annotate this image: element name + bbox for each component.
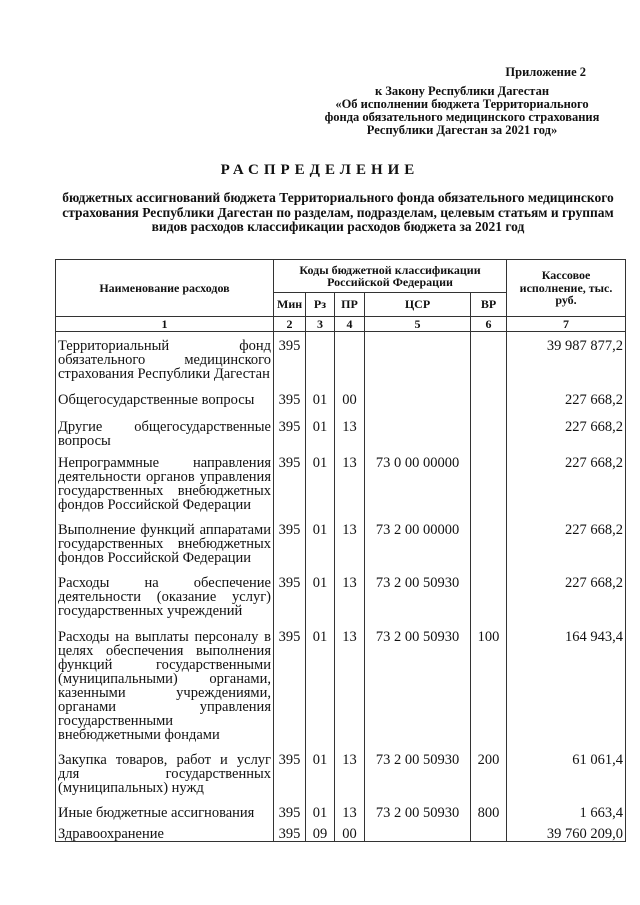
row-rz: 01: [306, 393, 335, 420]
row-amount: 227 668,2: [507, 456, 626, 523]
row-pr: 13: [335, 576, 365, 630]
row-rz: 01: [306, 630, 335, 753]
row-min: 395: [274, 806, 306, 827]
header-execution: Кассовое исполнение, тыс. руб.: [507, 260, 626, 317]
row-csr: [365, 332, 471, 394]
header-vr: ВР: [471, 293, 507, 317]
row-rz: 01: [306, 753, 335, 806]
document-title: РАСПРЕДЕЛЕНИЕ: [220, 162, 420, 178]
column-numbers-row: [56, 317, 626, 332]
budget-table: [55, 259, 626, 842]
row-rz: 01: [306, 523, 335, 576]
row-vr: 100: [471, 630, 507, 753]
row-vr: [471, 393, 507, 420]
table-row: [56, 420, 626, 456]
row-amount: 164 943,4: [507, 630, 626, 753]
document-subtitle: бюджетных ассигнований бюджета Территориального фонда обязательного медицинского страхования Республики Дагестан по разделам, подразделам, целевым статьям и группам видов расходов классификации расходов бюджета за 2021 год: [62, 190, 614, 234]
row-pr: 13: [335, 456, 365, 523]
table-row: [56, 332, 626, 394]
row-csr: [365, 827, 471, 842]
row-pr: 13: [335, 420, 365, 456]
header-codes-group: Коды бюджетной классификации Российской Федерации: [274, 260, 507, 293]
table-row: [56, 456, 626, 523]
row-name: Закупка товаров, работ и услуг для государственных (муниципальных) нужд: [56, 753, 274, 806]
row-vr: [471, 576, 507, 630]
row-name: Общегосударственные вопросы: [56, 393, 274, 420]
row-pr: [335, 332, 365, 394]
row-rz: 01: [306, 806, 335, 827]
column-number: 1: [56, 317, 274, 332]
column-number: 7: [507, 317, 626, 332]
row-pr: 13: [335, 630, 365, 753]
row-min: 395: [274, 393, 306, 420]
row-name: Непрограммные направления деятельности органов управления государственных внебюджетных фондов Российской Федерации: [56, 456, 274, 523]
row-name: Выполнение функций аппаратами государственных внебюджетных фондов Российской Федерации: [56, 523, 274, 576]
row-vr: [471, 332, 507, 394]
row-amount: 39 987 877,2: [507, 332, 626, 394]
row-pr: 13: [335, 753, 365, 806]
row-pr: 13: [335, 523, 365, 576]
row-csr: 73 2 00 50930: [365, 753, 471, 806]
row-pr: 13: [335, 806, 365, 827]
row-csr: 73 2 00 00000: [365, 523, 471, 576]
row-rz: 01: [306, 576, 335, 630]
column-number: 5: [365, 317, 471, 332]
header-rz: Рз: [306, 293, 335, 317]
table-row: [56, 806, 626, 827]
row-vr: [471, 523, 507, 576]
row-pr: 00: [335, 827, 365, 842]
row-min: 395: [274, 456, 306, 523]
appendix-block: [312, 66, 612, 137]
row-amount: 227 668,2: [507, 420, 626, 456]
row-csr: 73 2 00 50930: [365, 576, 471, 630]
column-number: 3: [306, 317, 335, 332]
row-amount: 227 668,2: [507, 393, 626, 420]
column-number: 4: [335, 317, 365, 332]
row-name: Иные бюджетные ассигнования: [56, 806, 274, 827]
row-amount: 1 663,4: [507, 806, 626, 827]
row-min: 395: [274, 523, 306, 576]
row-rz: 09: [306, 827, 335, 842]
row-csr: 73 0 00 00000: [365, 456, 471, 523]
row-vr: [471, 420, 507, 456]
appendix-number: Приложение 2: [505, 65, 586, 79]
row-amount: 227 668,2: [507, 576, 626, 630]
header-min: Мин: [274, 293, 306, 317]
row-name: Расходы на обеспечение деятельности (оказание услуг) государственных учреждений: [56, 576, 274, 630]
row-rz: 01: [306, 456, 335, 523]
row-min: 395: [274, 753, 306, 806]
row-name: Другие общегосударственные вопросы: [56, 420, 274, 456]
row-csr: 73 2 00 50930: [365, 806, 471, 827]
row-amount: 227 668,2: [507, 523, 626, 576]
table-row: [56, 523, 626, 576]
table-row: [56, 576, 626, 630]
column-number: 6: [471, 317, 507, 332]
row-name: Здравоохранение: [56, 827, 274, 842]
header-csr: ЦСР: [365, 293, 471, 317]
row-csr: [365, 420, 471, 456]
table-row: [56, 393, 626, 420]
row-pr: 00: [335, 393, 365, 420]
appendix-line: Республики Дагестан за 2021 год»: [366, 123, 558, 137]
row-vr: 800: [471, 806, 507, 827]
appendix-line: фонда обязательного медицинского страхования: [324, 110, 600, 124]
row-min: 395: [274, 576, 306, 630]
header-pr: ПР: [335, 293, 365, 317]
row-csr: [365, 393, 471, 420]
row-amount: 39 760 209,0: [507, 827, 626, 842]
row-name: Территориальный фонд обязательного медицинского страхования Республики Дагестан: [56, 332, 274, 394]
table-row: [56, 630, 626, 753]
appendix-line: «Об исполнении бюджета Территориального: [335, 97, 589, 111]
row-vr: [471, 827, 507, 842]
row-rz: [306, 332, 335, 394]
row-vr: [471, 456, 507, 523]
appendix-line: к Закону Республики Дагестан: [374, 84, 550, 98]
row-vr: 200: [471, 753, 507, 806]
row-amount: 61 061,4: [507, 753, 626, 806]
row-min: 395: [274, 420, 306, 456]
column-number: 2: [274, 317, 306, 332]
row-min: 395: [274, 827, 306, 842]
row-min: 395: [274, 332, 306, 394]
row-rz: 01: [306, 420, 335, 456]
row-name: Расходы на выплаты персоналу в целях обеспечения выполнения функций государственными (муниципальными) органами, казенными учреждениями, органами управления государственными внебюджетными фондами: [56, 630, 274, 753]
row-min: 395: [274, 630, 306, 753]
row-csr: 73 2 00 50930: [365, 630, 471, 753]
table-row: [56, 753, 626, 806]
header-name: Наименование расходов: [56, 260, 274, 317]
table-row: [56, 827, 626, 842]
